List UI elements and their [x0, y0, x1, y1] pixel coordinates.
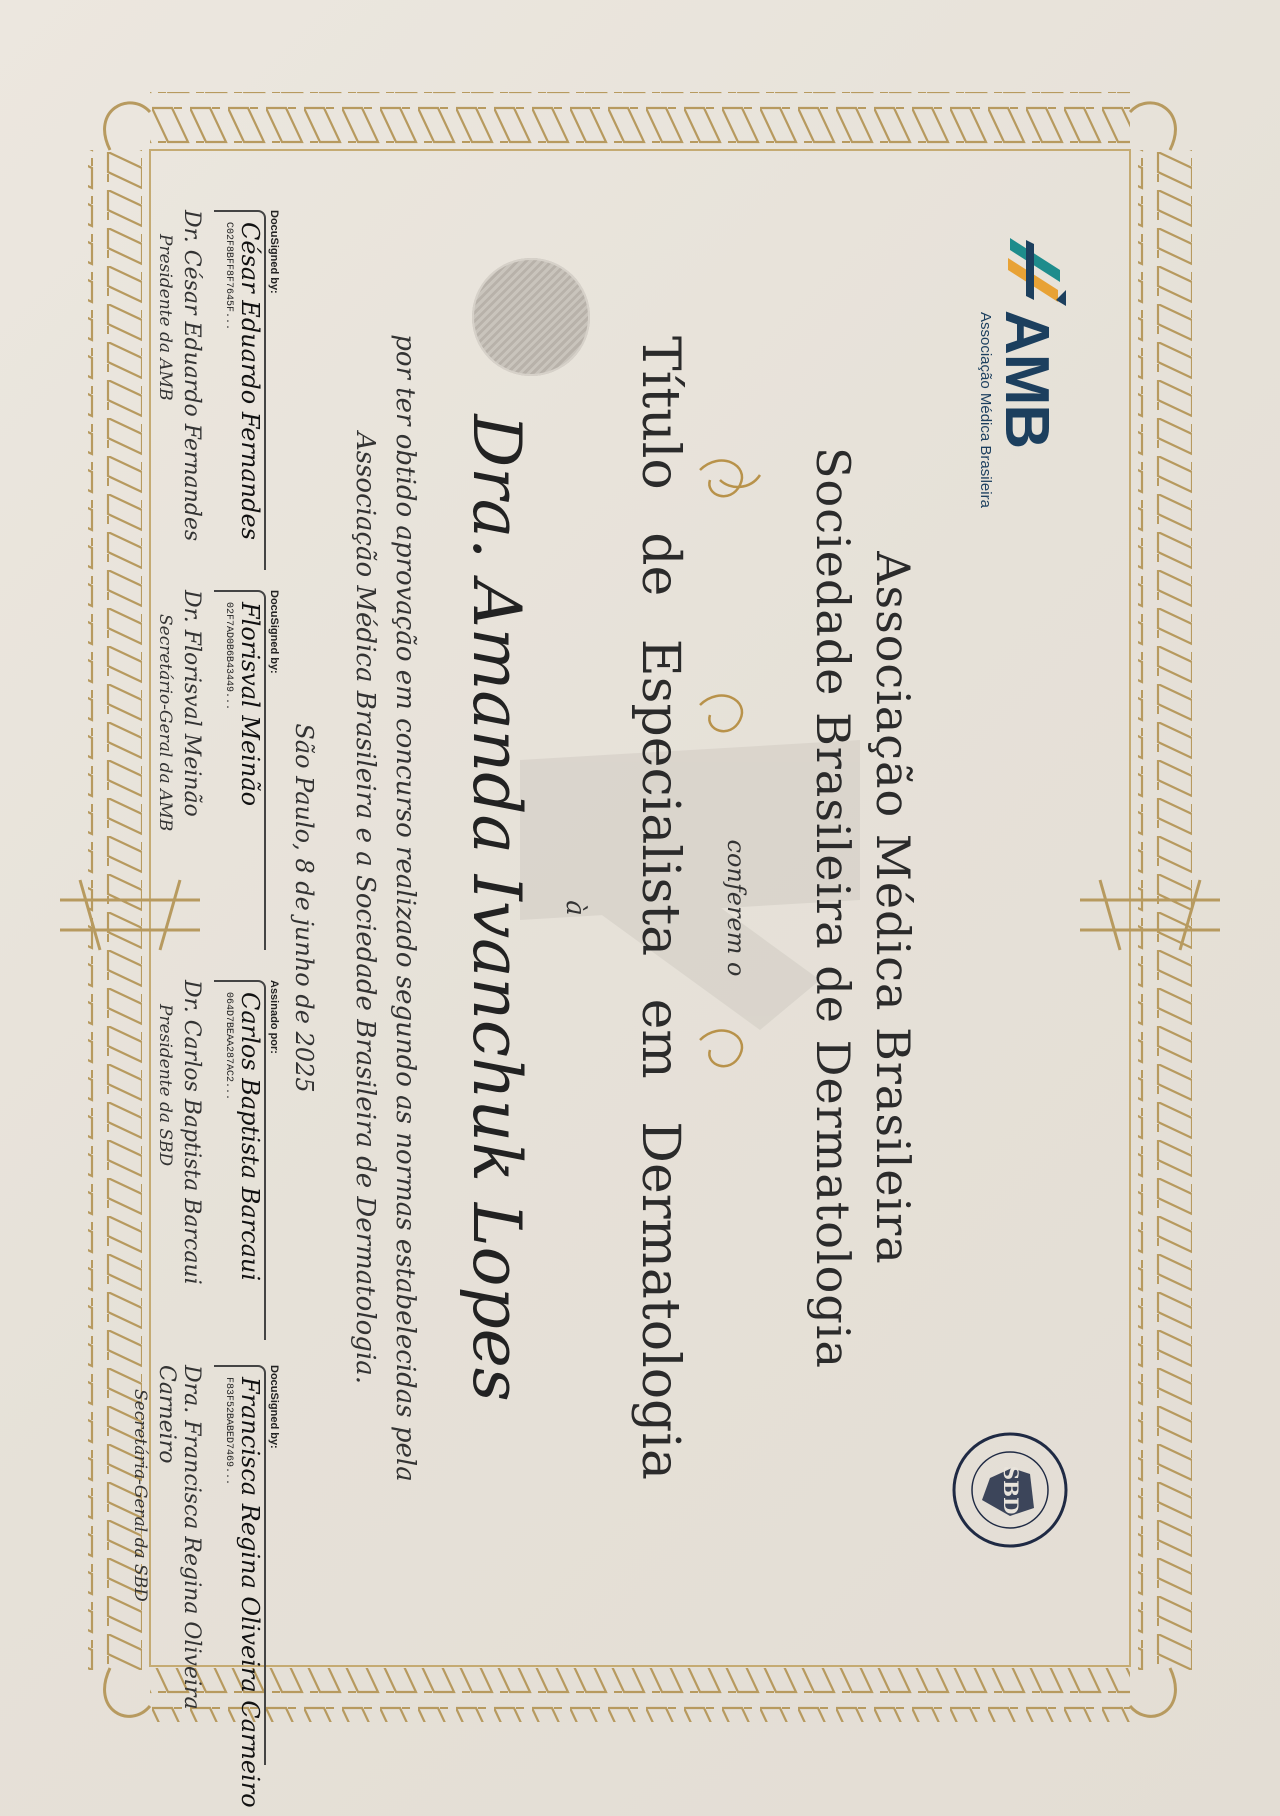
svg-text:SBD: SBD: [999, 1465, 1023, 1515]
signer-name: Dra. Francisca Regina Oliveira Carneiro: [154, 1365, 204, 1710]
signature-scrawl: Francisca Regina Oliveira Carneiro: [236, 1377, 264, 1808]
body-text-line-1: por ter obtido aprovação em concurso realizado segundo as normas estabelecidas pela: [390, 334, 420, 1482]
signer-role: Presidente da SBD: [155, 1004, 175, 1167]
conferem-text: conferem o: [722, 839, 750, 977]
amb-subtitle: Associação Médica Brasileira: [977, 312, 994, 508]
signature-scrawl: Florisval Meinão: [236, 602, 264, 807]
signature-tag: DocuSigned by:: [268, 210, 280, 294]
a-preposition: à: [560, 900, 590, 916]
signer-name: Dr. Florisval Meinão: [179, 590, 204, 817]
sbd-seal: [950, 1430, 1070, 1550]
signer-name: Dr. César Eduardo Fernandes: [179, 210, 204, 542]
title-of-specialist: Título de Especialista em Dermatologia: [630, 336, 690, 1480]
signature-tag: Assinado por:: [268, 980, 280, 1054]
signer-role: Secretário-Geral da AMB: [155, 614, 175, 832]
header-amb: Associação Médica Brasileira: [866, 551, 920, 1265]
signature-scrawl: César Eduardo Fernandes: [236, 222, 264, 540]
signature-tag: DocuSigned by:: [268, 1365, 280, 1449]
signature-scrawl: Carlos Baptista Barcaui: [236, 992, 264, 1282]
signature-block-amb-president: [155, 210, 280, 570]
amb-logo: [970, 230, 1080, 508]
signature-hash: 02F7AD0B6B43449...: [223, 602, 234, 711]
signature-hash: C02F8BFF8F7645F...: [223, 222, 234, 331]
amb-wordmark: AMB: [992, 310, 1061, 449]
signer-name: Dr. Carlos Baptista Barcaui: [179, 980, 204, 1285]
signature-hash: 064D7BEAA287AC2...: [223, 992, 234, 1101]
signature-block-amb-secretary: [155, 590, 280, 950]
signature-box: [214, 1365, 266, 1808]
signer-role: Secretária-Geral da SBD: [130, 1389, 150, 1602]
recipient-name: Dra. Amanda Ivanchuk Lopes: [458, 414, 535, 1402]
header-sbd: Sociedade Brasileira de Dermatologia: [806, 447, 860, 1369]
signature-block-sbd-secretary: [130, 1365, 280, 1808]
signature-box: [214, 210, 266, 570]
signature-box: [214, 980, 266, 1340]
body-text-line-2: Associação Médica Brasileira e a Sociedade Brasileira de Dermatologia.: [350, 431, 380, 1385]
signature-hash: F83F52BABED7469...: [223, 1377, 234, 1486]
signature-tag: DocuSigned by:: [268, 590, 280, 674]
signature-block-sbd-president: [155, 980, 280, 1340]
issue-date: São Paulo, 8 de junho de 2025: [290, 723, 318, 1093]
signer-role: Presidente da AMB: [155, 234, 175, 401]
amb-caduceus-icon: [990, 230, 1070, 310]
signature-box: [214, 590, 266, 950]
